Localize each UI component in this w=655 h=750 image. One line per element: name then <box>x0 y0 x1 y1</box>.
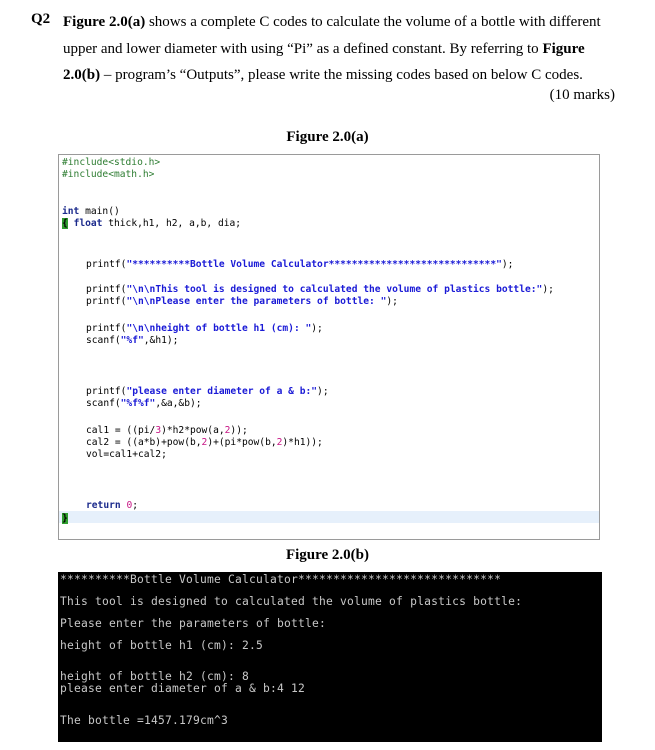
console-line-h1: height of bottle h1 (cm): 2.5 <box>60 639 264 652</box>
code-line-printf-tool: printf("\n\nThis tool is designed to calculated the volume of plastics bottle:"); <box>86 284 554 295</box>
console-line-tool: This tool is designed to calculated the volume of plastics bottle: <box>60 595 523 608</box>
code-line-include-stdio: #include<stdio.h> <box>62 157 161 168</box>
code-line-scanf-h1: scanf("%f",&h1); <box>86 335 179 346</box>
figure-ref-a: Figure 2.0(a) <box>63 14 146 30</box>
code-line-include-math: #include<math.h> <box>62 169 155 180</box>
question-text-part1: shows a complete C codes to calculate the volume of a bottle with different upper and lower diameter with using “Pi” as a defined constant. By referring to <box>63 14 601 57</box>
marks-label: (10 marks) <box>549 87 615 103</box>
open-brace: { <box>62 218 68 229</box>
figure-b-caption: Figure 2.0(b) <box>285 547 370 563</box>
figure-a-caption: Figure 2.0(a) <box>286 129 369 145</box>
code-line-close-brace <box>62 513 68 525</box>
figure-ref-b: Figure 2.0(b) <box>63 40 585 83</box>
console-line-result: The bottle =1457.179cm^3 <box>60 714 229 727</box>
question-text <box>63 9 623 89</box>
code-line-scanf-ab: scanf("%f%f",&a,&b); <box>86 398 202 409</box>
question-number: Q2 <box>31 11 51 27</box>
code-line-printf-params: printf("\n\nPlease enter the parameters of bottle: "); <box>86 296 398 307</box>
code-line-float-decl: { float thick,h1, h2, a,b, dia; <box>62 218 242 229</box>
console-line-params: Please enter the parameters of bottle: <box>60 617 327 630</box>
current-line-highlight <box>59 511 599 523</box>
code-line-main: int main() <box>62 206 120 217</box>
code-line-cal1: cal1 = ((pi/3)*h2*pow(a,2)); <box>86 425 248 436</box>
code-line-cal2: cal2 = ((a*b)+pow(b,2)+(pi*pow(b,2)*h1)); <box>86 437 323 448</box>
code-editor <box>58 154 600 540</box>
console-output <box>58 572 602 742</box>
console-line-title: **********Bottle Volume Calculator***************************** <box>60 573 502 586</box>
question-text-part2: – program’s “Outputs”, please write the missing codes based on below C codes. <box>100 67 583 83</box>
console-line-diameter: please enter diameter of a & b:4 12 <box>60 682 306 695</box>
code-line-printf-title: printf("**********Bottle Volume Calculator*****************************"); <box>86 259 514 270</box>
code-line-printf-diameter: printf("please enter diameter of a & b:"); <box>86 386 329 397</box>
code-line-printf-h1: printf("\n\nheight of bottle h1 (cm): "); <box>86 323 323 334</box>
code-line-return: return 0; <box>86 500 138 511</box>
close-brace: } <box>62 513 68 524</box>
console-line-h2: height of bottle h2 (cm): 8 <box>60 670 250 683</box>
code-line-vol: vol=cal1+cal2; <box>86 449 167 460</box>
